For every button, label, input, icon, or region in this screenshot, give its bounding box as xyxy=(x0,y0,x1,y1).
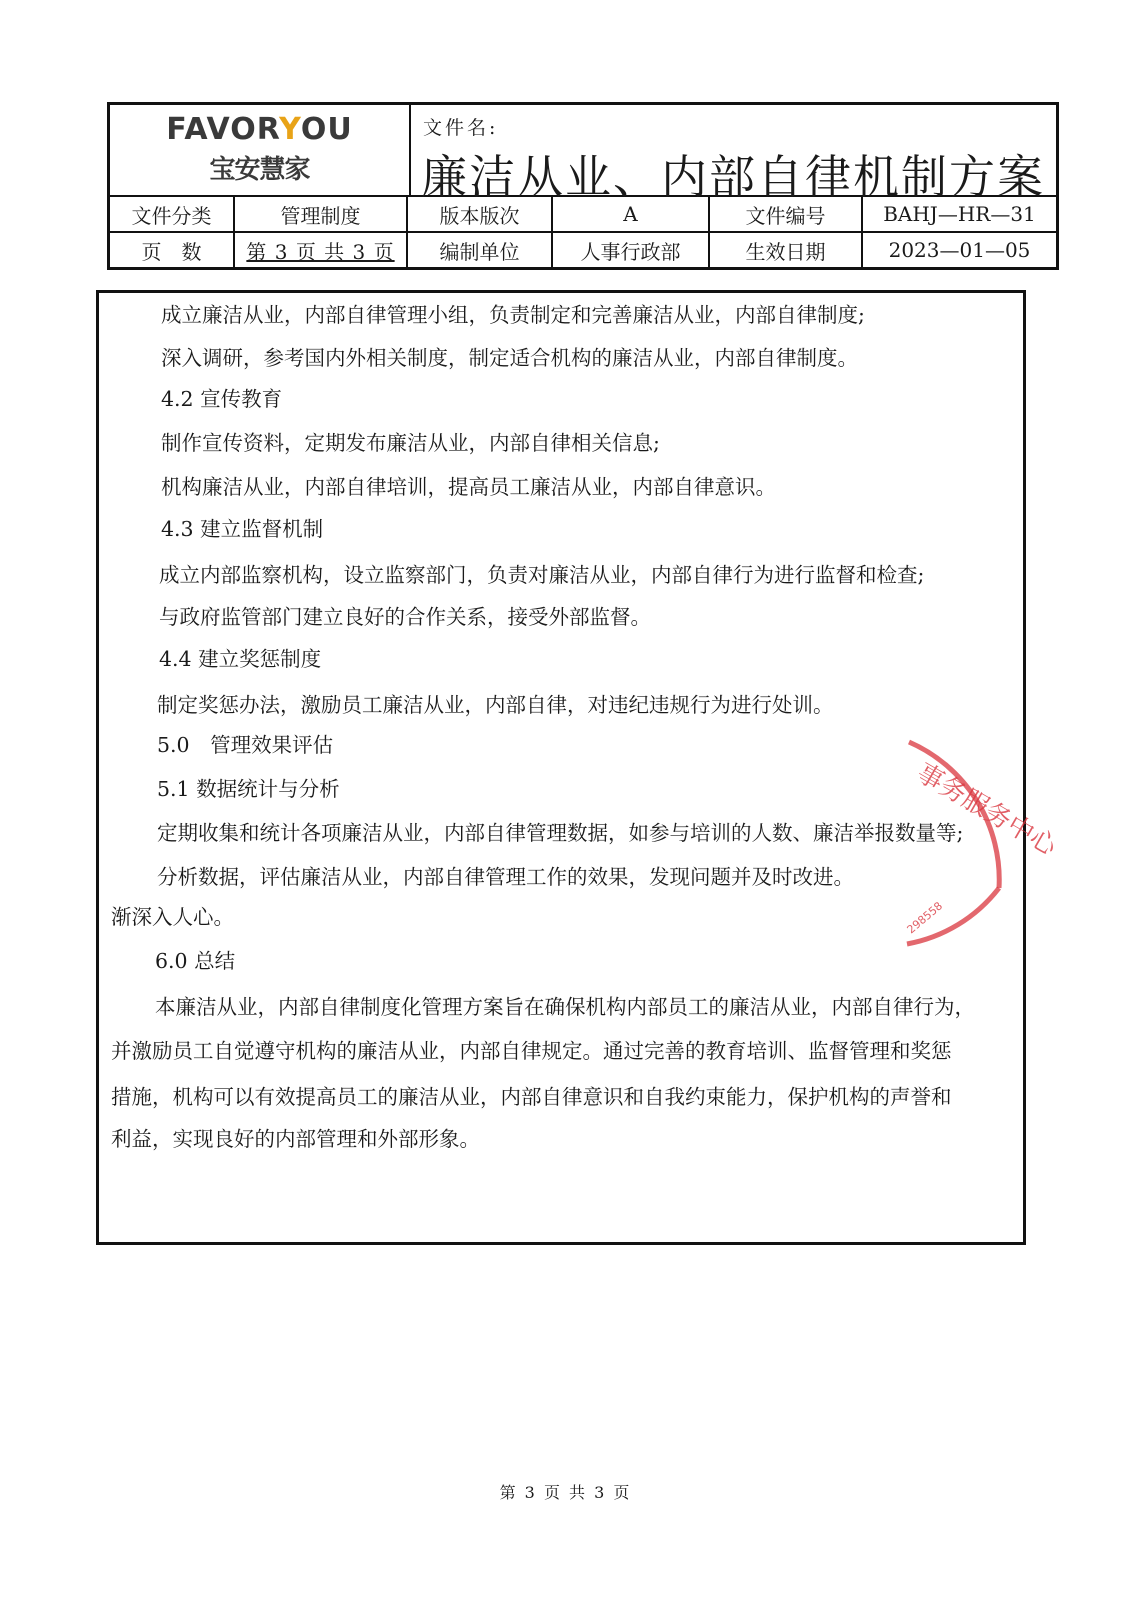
body-text-box xyxy=(96,290,1026,1245)
body-line: 并激励员工自觉遵守机构的廉洁从业，内部自律规定。通过完善的教育培训、监督管理和奖惩 xyxy=(111,1039,952,1063)
body-line: 分析数据，评估廉洁从业，内部自律管理工作的效果，发现问题并及时改进。 xyxy=(157,865,854,889)
page-count-value: 第 3 页 共 3 页 xyxy=(234,232,407,267)
body-line: 成立廉洁从业，内部自律管理小组，负责制定和完善廉洁从业，内部自律制度; xyxy=(161,303,865,327)
seal-text: 事务服务中心 xyxy=(911,758,1062,863)
category-label: 文件分类 xyxy=(110,197,234,232)
body-line: 定期收集和统计各项廉洁从业，内部自律管理数据，如参与培训的人数、廉洁举报数量等; xyxy=(157,821,964,845)
body-line: 利益，实现良好的内部管理和外部形象。 xyxy=(111,1127,480,1151)
section-heading: 6.0 总结 xyxy=(155,949,236,973)
section-heading: 4.4 建立奖惩制度 xyxy=(159,647,322,671)
meta-row xyxy=(110,197,1056,232)
seal-code: 298558 xyxy=(904,899,946,937)
body-line: 渐深入人心。 xyxy=(111,905,234,929)
section-heading: 5.0 管理效果评估 xyxy=(157,733,334,757)
logo-chinese-name: 宝安慧家 xyxy=(209,154,310,185)
page-footer: 第 3 页 共 3 页 xyxy=(499,1483,632,1502)
body-line: 深入调研，参考国内外相关制度，制定适合机构的廉洁从业，内部自律制度。 xyxy=(161,346,858,370)
meta-row xyxy=(110,232,1056,267)
version-label: 版本版次 xyxy=(407,197,552,232)
unit-label: 编制单位 xyxy=(407,232,552,267)
body-line: 机构廉洁从业，内部自律培训，提高员工廉洁从业，内部自律意识。 xyxy=(161,475,776,499)
title-cell xyxy=(411,105,1056,204)
logo-wordmark: FAVORYOU xyxy=(166,111,353,147)
document-title: 廉洁从业、内部自律机制方案 xyxy=(421,150,1045,204)
section-heading: 4.2 宣传教育 xyxy=(161,387,283,411)
meta-table xyxy=(110,197,1056,267)
page-count-label: 页 数 xyxy=(110,232,234,267)
body-line: 制作宣传资料，定期发布廉洁从业，内部自律相关信息; xyxy=(161,431,660,455)
file-number-value: BAHJ—HR—31 xyxy=(862,197,1056,232)
section-heading: 5.1 数据统计与分析 xyxy=(157,777,340,801)
body-line: 与政府监管部门建立良好的合作关系，接受外部监督。 xyxy=(159,605,651,629)
body-line: 成立内部监察机构，设立监察部门，负责对廉洁从业，内部自律行为进行监督和检查; xyxy=(159,563,925,587)
section-heading: 4.3 建立监督机制 xyxy=(161,517,324,541)
effective-date-label: 生效日期 xyxy=(709,232,862,267)
unit-value: 人事行政部 xyxy=(552,232,709,267)
body-line: 本廉洁从业，内部自律制度化管理方案旨在确保机构内部员工的廉洁从业，内部自律行为， xyxy=(155,995,975,1019)
category-value: 管理制度 xyxy=(234,197,407,232)
version-value: A xyxy=(552,197,709,232)
effective-date-value: 2023—01—05 xyxy=(862,232,1056,267)
logo xyxy=(110,105,411,197)
file-name-label: 文件名: xyxy=(423,117,499,139)
document-header xyxy=(107,102,1059,270)
body-line: 制定奖惩办法，激励员工廉洁从业，内部自律，对违纪违规行为进行处训。 xyxy=(157,693,834,717)
file-number-label: 文件编号 xyxy=(709,197,862,232)
body-line: 措施，机构可以有效提高员工的廉洁从业，内部自律意识和自我约束能力，保护机构的声誉和 xyxy=(111,1085,952,1109)
